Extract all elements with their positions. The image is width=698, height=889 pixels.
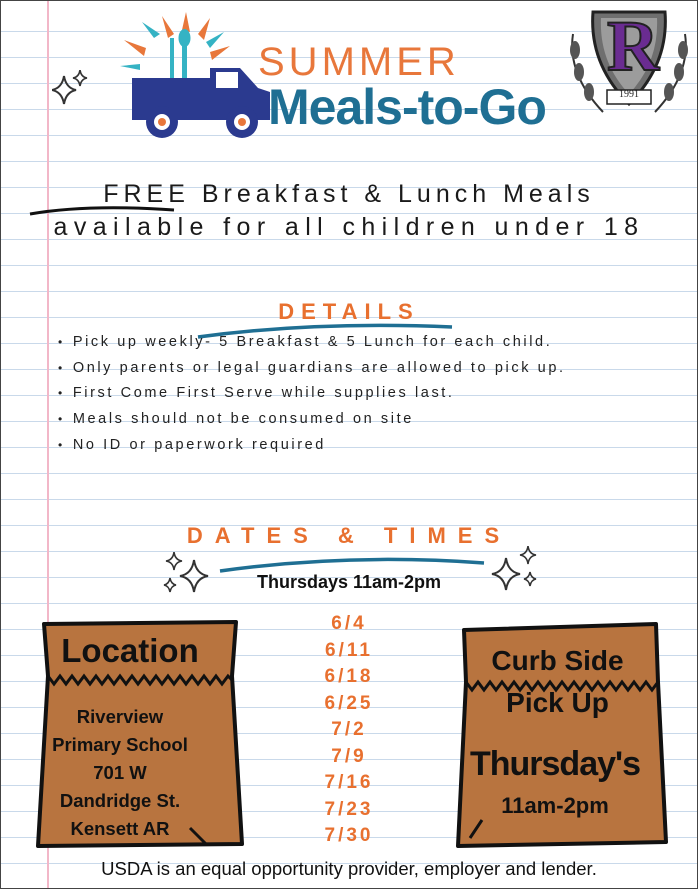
date-item: 6/11	[325, 639, 373, 661]
date-item: 7/23	[324, 798, 374, 820]
list-item: • First Come First Serve while supplies last.	[58, 383, 566, 409]
address-line: Dandridge St.	[59, 790, 181, 811]
date-item: 7/30	[324, 825, 374, 846]
date-item: 7/16	[324, 772, 374, 793]
details-heading: DETAILS	[278, 299, 420, 324]
headline-children-under-18: available for all children under 18	[53, 213, 645, 241]
list-item: • Meals should not be consumed on site	[58, 409, 566, 435]
address-line: Primary School	[52, 734, 188, 755]
usda-footer: USDA is an equal opportunity provider, employer and lender.	[101, 858, 597, 879]
logo-meals-to-go-text: Meals-to-Go	[268, 79, 546, 135]
address-line: Riverview	[76, 706, 164, 727]
list-item: • Only parents or legal guardians are allowed to pick up.	[58, 358, 566, 384]
date-item: 7/9	[331, 745, 367, 767]
curbside-time: 11am-2pm	[501, 793, 609, 818]
address-line: 701 W	[93, 762, 147, 783]
list-item: • No ID or paperwork required	[58, 435, 566, 461]
curbside-day: Thursday's	[469, 745, 641, 783]
date-item: 7/2	[331, 719, 367, 740]
curbside-title-line: Curb Side	[491, 645, 624, 676]
date-item: 6/4	[331, 613, 367, 634]
emblem-letter: R	[607, 6, 659, 86]
date-item: 6/25	[324, 692, 374, 714]
address-line: Kensett AR	[70, 818, 170, 839]
dates-times-heading: DATES & TIMES	[186, 523, 512, 548]
list-item: • Pick up weekly- 5 Breakfast & 5 Lunch for each child.	[58, 332, 566, 358]
date-item: 6/18	[324, 666, 374, 687]
location-title: Location	[61, 632, 199, 669]
headline-free-meals: FREE Breakfast & Lunch Meals	[103, 180, 595, 208]
curbside-title-line: Pick Up	[506, 687, 609, 718]
logo-summer-text: SUMMER	[258, 40, 460, 84]
schedule-day-time: Thursdays 11am-2pm	[256, 572, 442, 592]
emblem-year: 1991	[619, 89, 639, 100]
